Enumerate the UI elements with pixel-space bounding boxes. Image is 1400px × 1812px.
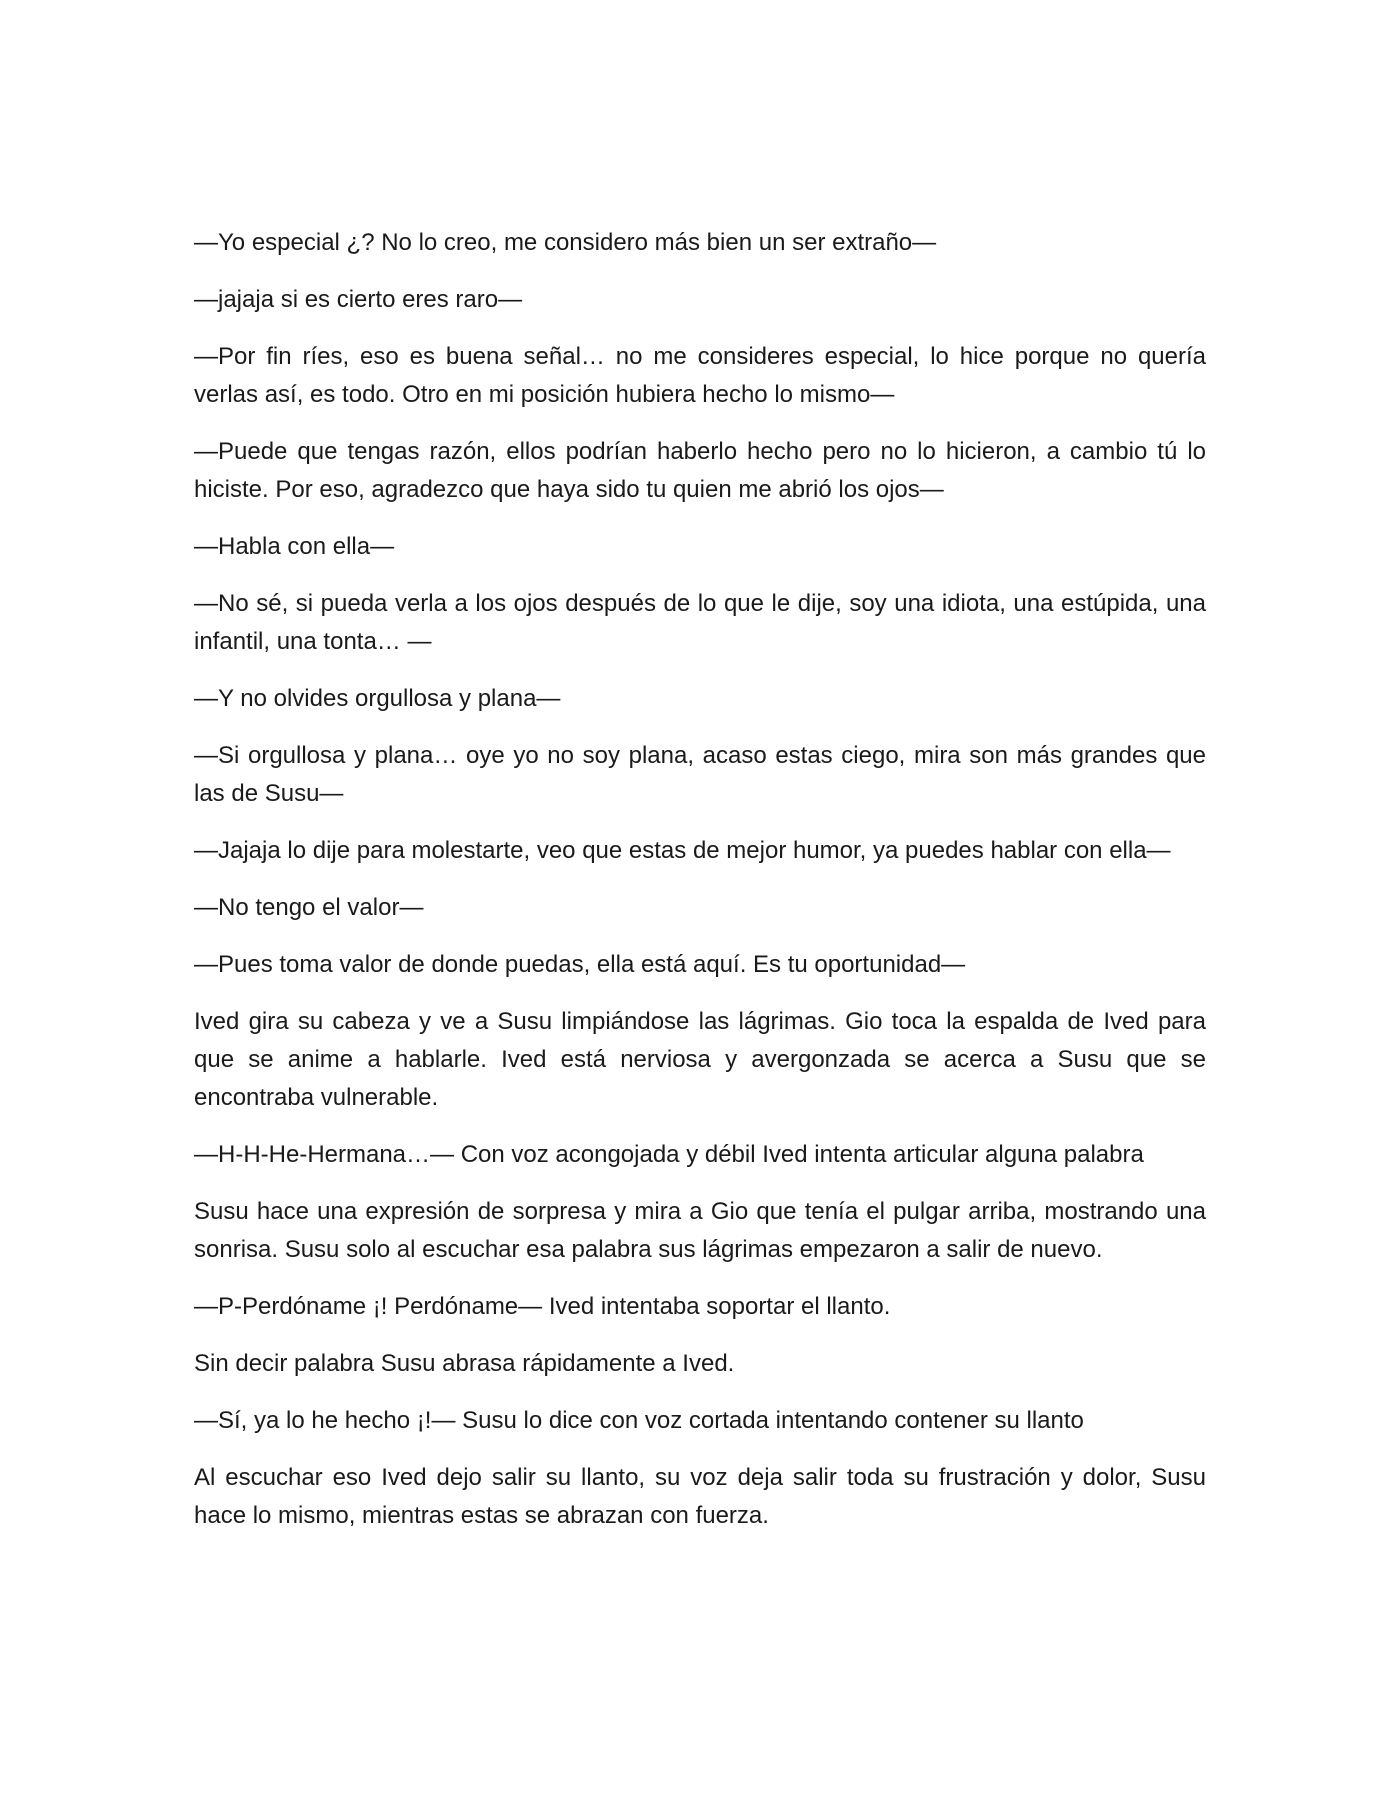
paragraph: —P-Perdóname ¡! Perdóname— Ived intentaba soportar el llanto. <box>194 1293 891 1320</box>
paragraph: —No tengo el valor— <box>194 894 424 921</box>
paragraph: —jajaja si es cierto eres raro— <box>194 286 523 313</box>
paragraph: —Yo especial ¿? No lo creo, me considero más bien un ser extraño— <box>194 229 937 256</box>
paragraph: —Por fin ríes, eso es buena señal… no me consideres especial, lo hice porque no quería verlas así, es todo. Otro en mi posición hubiera hecho lo mismo— <box>194 343 1206 408</box>
paragraph: —Pues toma valor de donde puedas, ella está aquí. Es tu oportunidad— <box>194 951 966 978</box>
paragraph: —Sí, ya lo he hecho ¡!— Susu lo dice con voz cortada intentando contener su llanto <box>194 1407 1084 1434</box>
paragraph: Sin decir palabra Susu abrasa rápidamente a Ived. <box>194 1350 735 1377</box>
paragraph: —No sé, si pueda verla a los ojos después de lo que le dije, soy una idiota, una estúpida, una infantil, una tonta… — <box>194 590 1206 655</box>
paragraph: Al escuchar eso Ived dejo salir su llanto, su voz deja salir toda su frustración y dolor, Susu hace lo mismo, mientras estas se abrazan con fuerza. <box>194 1464 1206 1529</box>
paragraph: —Jajaja lo dije para molestarte, veo que estas de mejor humor, ya puedes hablar con ella— <box>194 837 1171 864</box>
document-body <box>194 224 1206 1554</box>
paragraph: —Si orgullosa y plana… oye yo no soy plana, acaso estas ciego, mira son más grandes que las de Susu— <box>194 742 1206 807</box>
paragraph: —H-H-He-Hermana…— Con voz acongojada y débil Ived intenta articular alguna palabra <box>194 1141 1144 1168</box>
paragraph: Ived gira su cabeza y ve a Susu limpiándose las lágrimas. Gio toca la espalda de Ived para que se anime a hablarle. Ived está nerviosa y avergonzada se acerca a Susu que se encontraba vulnerable. <box>194 1008 1206 1111</box>
paragraph: —Habla con ella— <box>194 533 395 560</box>
paragraph: —Y no olvides orgullosa y plana— <box>194 685 561 712</box>
paragraph: Susu hace una expresión de sorpresa y mira a Gio que tenía el pulgar arriba, mostrando una sonrisa. Susu solo al escuchar esa palabra sus lágrimas empezaron a salir de nuevo. <box>194 1198 1206 1263</box>
paragraph: —Puede que tengas razón, ellos podrían haberlo hecho pero no lo hicieron, a cambio tú lo hiciste. Por eso, agradezco que haya sido tu quien me abrió los ojos— <box>194 438 1206 503</box>
